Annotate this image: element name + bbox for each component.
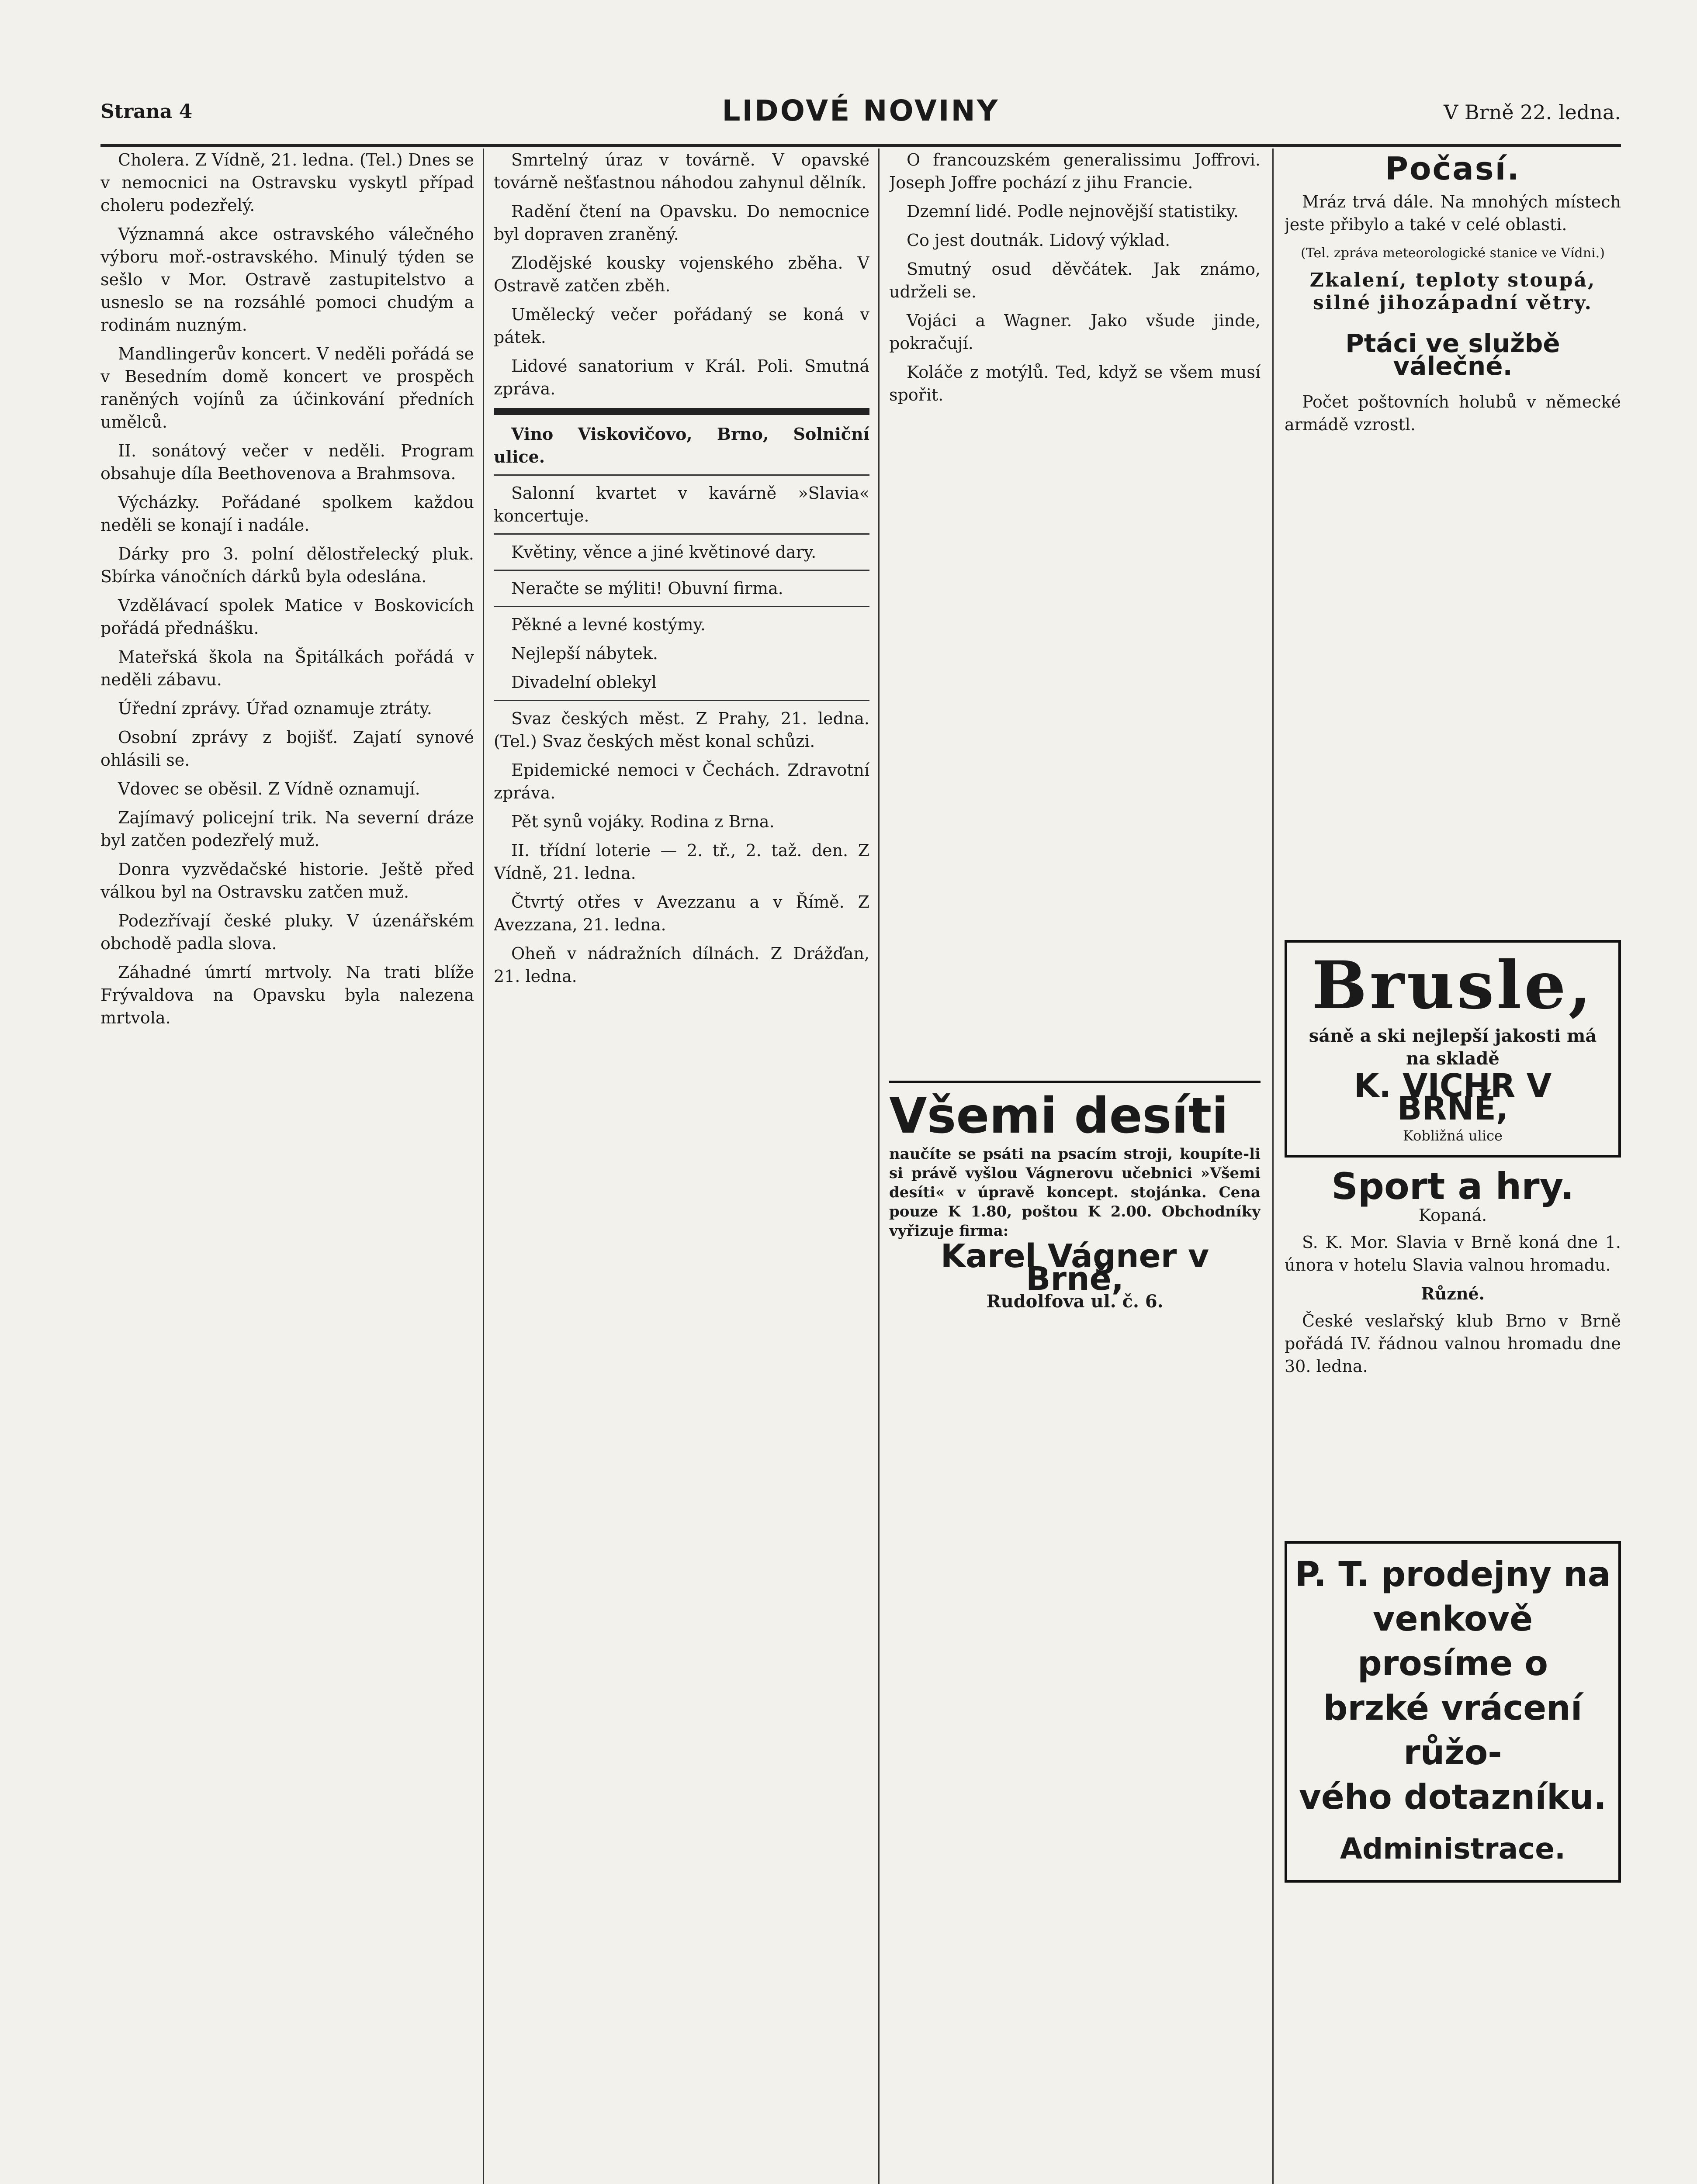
article: Dzemní lidé. Podle nejnovější statistiky. [907, 202, 1239, 221]
article: Vojáci a Wagner. Jako všude jinde, pokračují. [889, 311, 1261, 353]
page-header [100, 92, 1621, 147]
advertisement: Divadelní oblekyl [511, 673, 657, 692]
notice-line: vého dotazníku. [1299, 1778, 1607, 1817]
article: Vzdělávací spolek Matice v Boskovicích pořádá přednášku. [100, 596, 474, 638]
article: Čtvrtý otřes v Avezzanu a v Římě. Z Avezzana, 21. ledna. [494, 892, 869, 934]
article: Co jest doutnák. Lidový výklad. [907, 231, 1171, 250]
column-rule [483, 149, 484, 2184]
column-rule [878, 149, 880, 2184]
vagner-ad-address: Rudolfova ul. č. 6. [986, 1291, 1164, 1312]
column-spacer [1285, 442, 1621, 923]
article: Pět synů vojáky. Rodina z Brna. [511, 812, 775, 831]
separator [494, 533, 869, 535]
birds-heading: Ptáci ve službě válečné. [1345, 328, 1560, 381]
article: Koláče z motýlů. Ted, když se všem musí spořit. [889, 363, 1261, 404]
weather-source-note: (Tel. zpráva meteorologické stanice ve Vídni.) [1301, 245, 1605, 261]
notice-signature: Administrace. [1340, 1832, 1566, 1866]
article: O francouzském generalissimu Joffrovi. Joseph Joffre pochází z jihu Francie. [889, 150, 1261, 192]
notice-line: brzké vrácení růžo- [1323, 1689, 1583, 1773]
article: Významná akce ostravského válečného výboru moř.-ostravského. Minulý týden se sešlo v Mor. Ostravě zastupitelstvo a usneslo se na rozsáhlé pomoci chudým a rodinám nuzným. [100, 225, 474, 335]
brusle-advertisement [1285, 940, 1621, 1158]
article: Záhadné úmrtí mrtvoly. Na trati blíže Frývaldova na Opavsku byla nalezena mrtvola. [100, 963, 474, 1027]
vagner-ad-title: Všemi desíti [889, 1088, 1229, 1144]
article: II. sonátový večer v neděli. Program obsahuje díla Beethovenova a Brahmsova. [100, 441, 474, 483]
brusle-ad-subtitle: sáně a ski nejlepší jakosti má na skladě [1309, 1026, 1597, 1069]
column-2 [494, 149, 869, 2184]
section-divider [494, 408, 869, 415]
article: Úřední zprávy. Úřad oznamuje ztráty. [118, 699, 432, 718]
birds-article: Počet poštovních holubů v německé armádě vzrostl. [1285, 392, 1621, 434]
article: Mandlingerův koncert. V neděli pořádá se v Besedním domě koncert ve prospěch raněných vojínů za účinkování předních umělců. [100, 344, 474, 432]
weather-report: Mráz trvá dále. Na mnohých místech jeste přibylo a také v celé oblasti. [1285, 192, 1621, 234]
sport-subheading: Kopaná. [1418, 1206, 1487, 1225]
brusle-ad-title: Brusle, [1312, 947, 1594, 1024]
article: Dárky pro 3. polní dělostřelecký pluk. Sbírka vánočních dárků byla odeslána. [100, 544, 474, 586]
column-3 [889, 149, 1261, 2184]
notice-line: P. T. prodejny na [1295, 1555, 1611, 1594]
separator [494, 570, 869, 571]
article: Zajímavý policejní trik. Na severní dráze byl zatčen podezřelý muž. [100, 808, 474, 850]
weather-forecast: Zkalení, teploty stoupá, silné jihozápadní větry. [1309, 269, 1596, 314]
advertisement: Květiny, věnce a jiné květinové dary. [511, 543, 817, 562]
vagner-ad-firm: Karel Vágner v Brně, [940, 1237, 1209, 1298]
page-number: Strana 4 [100, 100, 193, 123]
article: Výcházky. Pořádané spolkem každou neděli se konají i nadále. [100, 493, 474, 535]
notice-line: venkově prosíme o [1358, 1600, 1548, 1683]
column-spacer [889, 412, 1261, 1068]
column-4 [1285, 149, 1621, 2184]
article: Svaz českých měst. Z Prahy, 21. ledna. (Tel.) Svaz českých měst konal schůzi. [494, 709, 869, 751]
column-1 [100, 149, 474, 2184]
separator [494, 474, 869, 476]
article: Cholera. Z Vídně, 21. ledna. (Tel.) Dnes se v nemocnici na Ostravsku vyskytl případ choleru podezřelý. [100, 150, 474, 215]
misc-article: České veslařský klub Brno v Brně pořádá IV. řádnou valnou hromadu dne 30. ledna. [1285, 1311, 1621, 1376]
brusle-ad-firm: K. VICHR V BRNĚ, [1354, 1067, 1552, 1127]
article: Vdovec se oběsil. Z Vídně oznamují. [118, 779, 420, 798]
advertisement: Vino Viskovičovo, Brno, Solniční ulice. [494, 424, 869, 467]
column-rule [1272, 149, 1274, 2184]
column-spacer [1285, 1384, 1621, 1528]
article: Lidové sanatorium v Král. Poli. Smutná zpráva. [494, 356, 869, 398]
dateline: V Brně 22. ledna. [1444, 100, 1621, 124]
separator [494, 700, 869, 701]
article: Smutný osud děvčátek. Jak známo, udrželi se. [889, 259, 1261, 301]
article: Oheň v nádražních dílnách. Z Drážďan, 21. ledna. [494, 944, 869, 986]
sport-heading: Sport a hry. [1331, 1165, 1574, 1208]
article: Smrtelný úraz v továrně. V opavské továrně nešťastnou náhodou zahynul dělník. [494, 150, 869, 192]
article: Zlodějské kousky vojenského zběha. V Ostravě zatčen zběh. [494, 253, 869, 295]
weather-heading: Počasí. [1385, 150, 1520, 187]
administration-notice [1285, 1541, 1621, 1883]
advertisement: Pěkné a levné kostýmy. [511, 615, 706, 634]
advertisement: Nejlepší nábytek. [511, 644, 658, 663]
article: Epidemické nemoci v Čechách. Zdravotní zpráva. [494, 760, 869, 802]
masthead: LIDOVÉ NOVINY [722, 94, 1000, 128]
sport-article: S. K. Mor. Slavia v Brně koná dne 1. února v hotelu Slavia valnou hromadu. [1285, 1233, 1621, 1275]
advertisement: Neračte se mýliti! Obuvní firma. [511, 579, 783, 598]
misc-subheading: Různé. [1421, 1284, 1485, 1303]
vagner-ad-text: naučíte se psáti na psacím stroji, koupíte-li si právě vyšlou Vágnerovu učebnici »Všemi desíti« v úpravě koncept. stojánka. Cena pouze K 1.80, poštou K 2.00. Obchodníky vyřizuje firma: [889, 1145, 1261, 1240]
article: II. třídní loterie — 2. tř., 2. taž. den. Z Vídně, 21. ledna. [494, 841, 869, 883]
article: Radění čtení na Opavsku. Do nemocnice byl dopraven zraněný. [494, 202, 869, 244]
advertisement: Salonní kvartet v kavárně »Slavia« koncertuje. [494, 484, 869, 525]
vagner-advertisement [889, 1081, 1261, 1313]
article: Podezřívají české pluky. V úzenářském obchodě padla slova. [100, 911, 474, 953]
brusle-ad-address: Kobližná ulice [1403, 1127, 1503, 1144]
article: Donra vyzvědačské historie. Ještě před válkou byl na Ostravsku zatčen muž. [100, 860, 474, 902]
article: Umělecký večer pořádaný se koná v pátek. [494, 305, 869, 347]
separator [494, 606, 869, 607]
article: Mateřská škola na Špitálkách pořádá v neděli zábavu. [100, 647, 474, 689]
article: Osobní zprávy z bojišť. Zajatí synové ohlásili se. [100, 728, 474, 770]
